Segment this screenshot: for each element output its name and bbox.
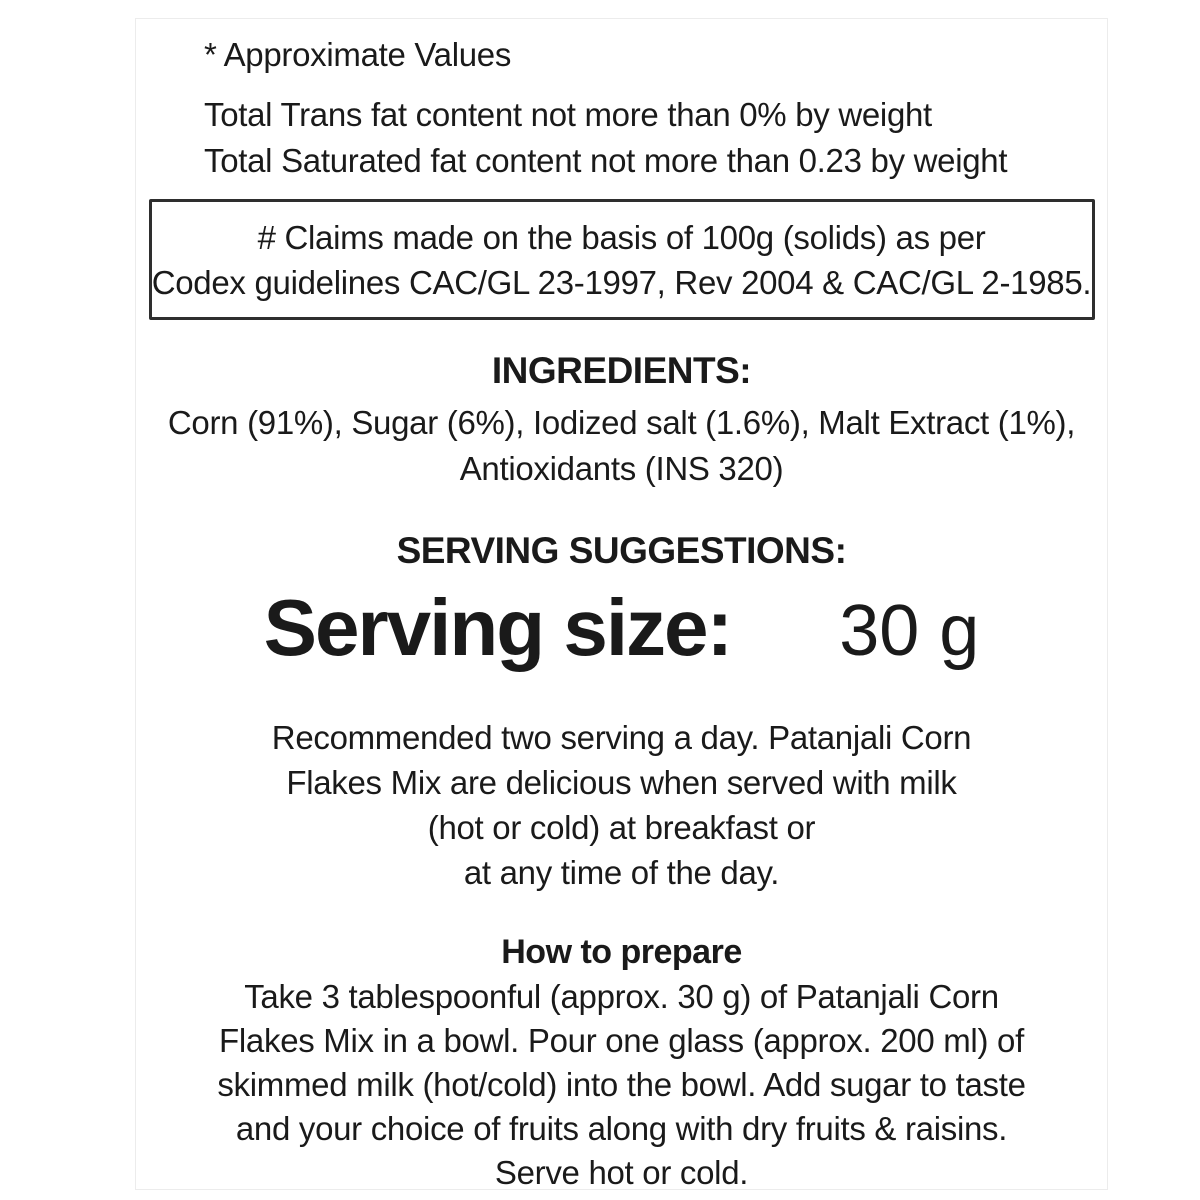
- recommendation-line-3: (hot or cold) at breakfast or: [427, 809, 816, 846]
- approximate-values-note: * Approximate Values: [204, 36, 512, 73]
- preparation-line-1: Take 3 tablespoonful (approx. 30 g) of Patanjali Corn: [244, 978, 999, 1015]
- recommendation-text: [136, 715, 1107, 895]
- preparation-text: [136, 975, 1107, 1190]
- trans-fat-note: Total Trans fat content not more than 0% by weight: [204, 96, 932, 133]
- preparation-line-5: Serve hot or cold.: [494, 1154, 749, 1190]
- product-label-card: [135, 18, 1108, 1190]
- preparation-line-3: skimmed milk (hot/cold) into the bowl. Add sugar to taste: [217, 1066, 1026, 1103]
- claims-line-1: # Claims made on the basis of 100g (solids) as per: [257, 219, 986, 256]
- ingredients-text: [136, 400, 1107, 492]
- recommendation-line-4: at any time of the day.: [463, 854, 780, 891]
- saturated-fat-note: Total Saturated fat content not more than 0.23 by weight: [204, 142, 1008, 179]
- serving-size-row: [136, 582, 1107, 677]
- recommendation-line-2: Flakes Mix are delicious when served with milk: [286, 764, 957, 801]
- fat-content-notes: [136, 92, 1107, 184]
- ingredients-line-1: Corn (91%), Sugar (6%), Iodized salt (1.6%), Malt Extract (1%),: [167, 404, 1076, 441]
- codex-claims-box: [149, 199, 1095, 320]
- recommendation-line-1: Recommended two serving a day. Patanjali Corn: [271, 719, 972, 756]
- how-to-prepare-heading: How to prepare: [501, 933, 742, 971]
- serving-size-value: 30 g: [839, 591, 980, 671]
- ingredients-line-2: Antioxidants (INS 320): [459, 450, 784, 487]
- preparation-line-2: Flakes Mix in a bowl. Pour one glass (approx. 200 ml) of: [219, 1022, 1024, 1059]
- ingredients-heading: INGREDIENTS:: [491, 350, 752, 391]
- claims-line-2: Codex guidelines CAC/GL 23-1997, Rev 2004 & CAC/GL 2-1985.: [151, 264, 1092, 301]
- serving-suggestions-heading: SERVING SUGGESTIONS:: [396, 530, 847, 571]
- preparation-line-4: and your choice of fruits along with dry fruits & raisins.: [235, 1110, 1008, 1147]
- serving-size-label: Serving size:: [263, 583, 732, 672]
